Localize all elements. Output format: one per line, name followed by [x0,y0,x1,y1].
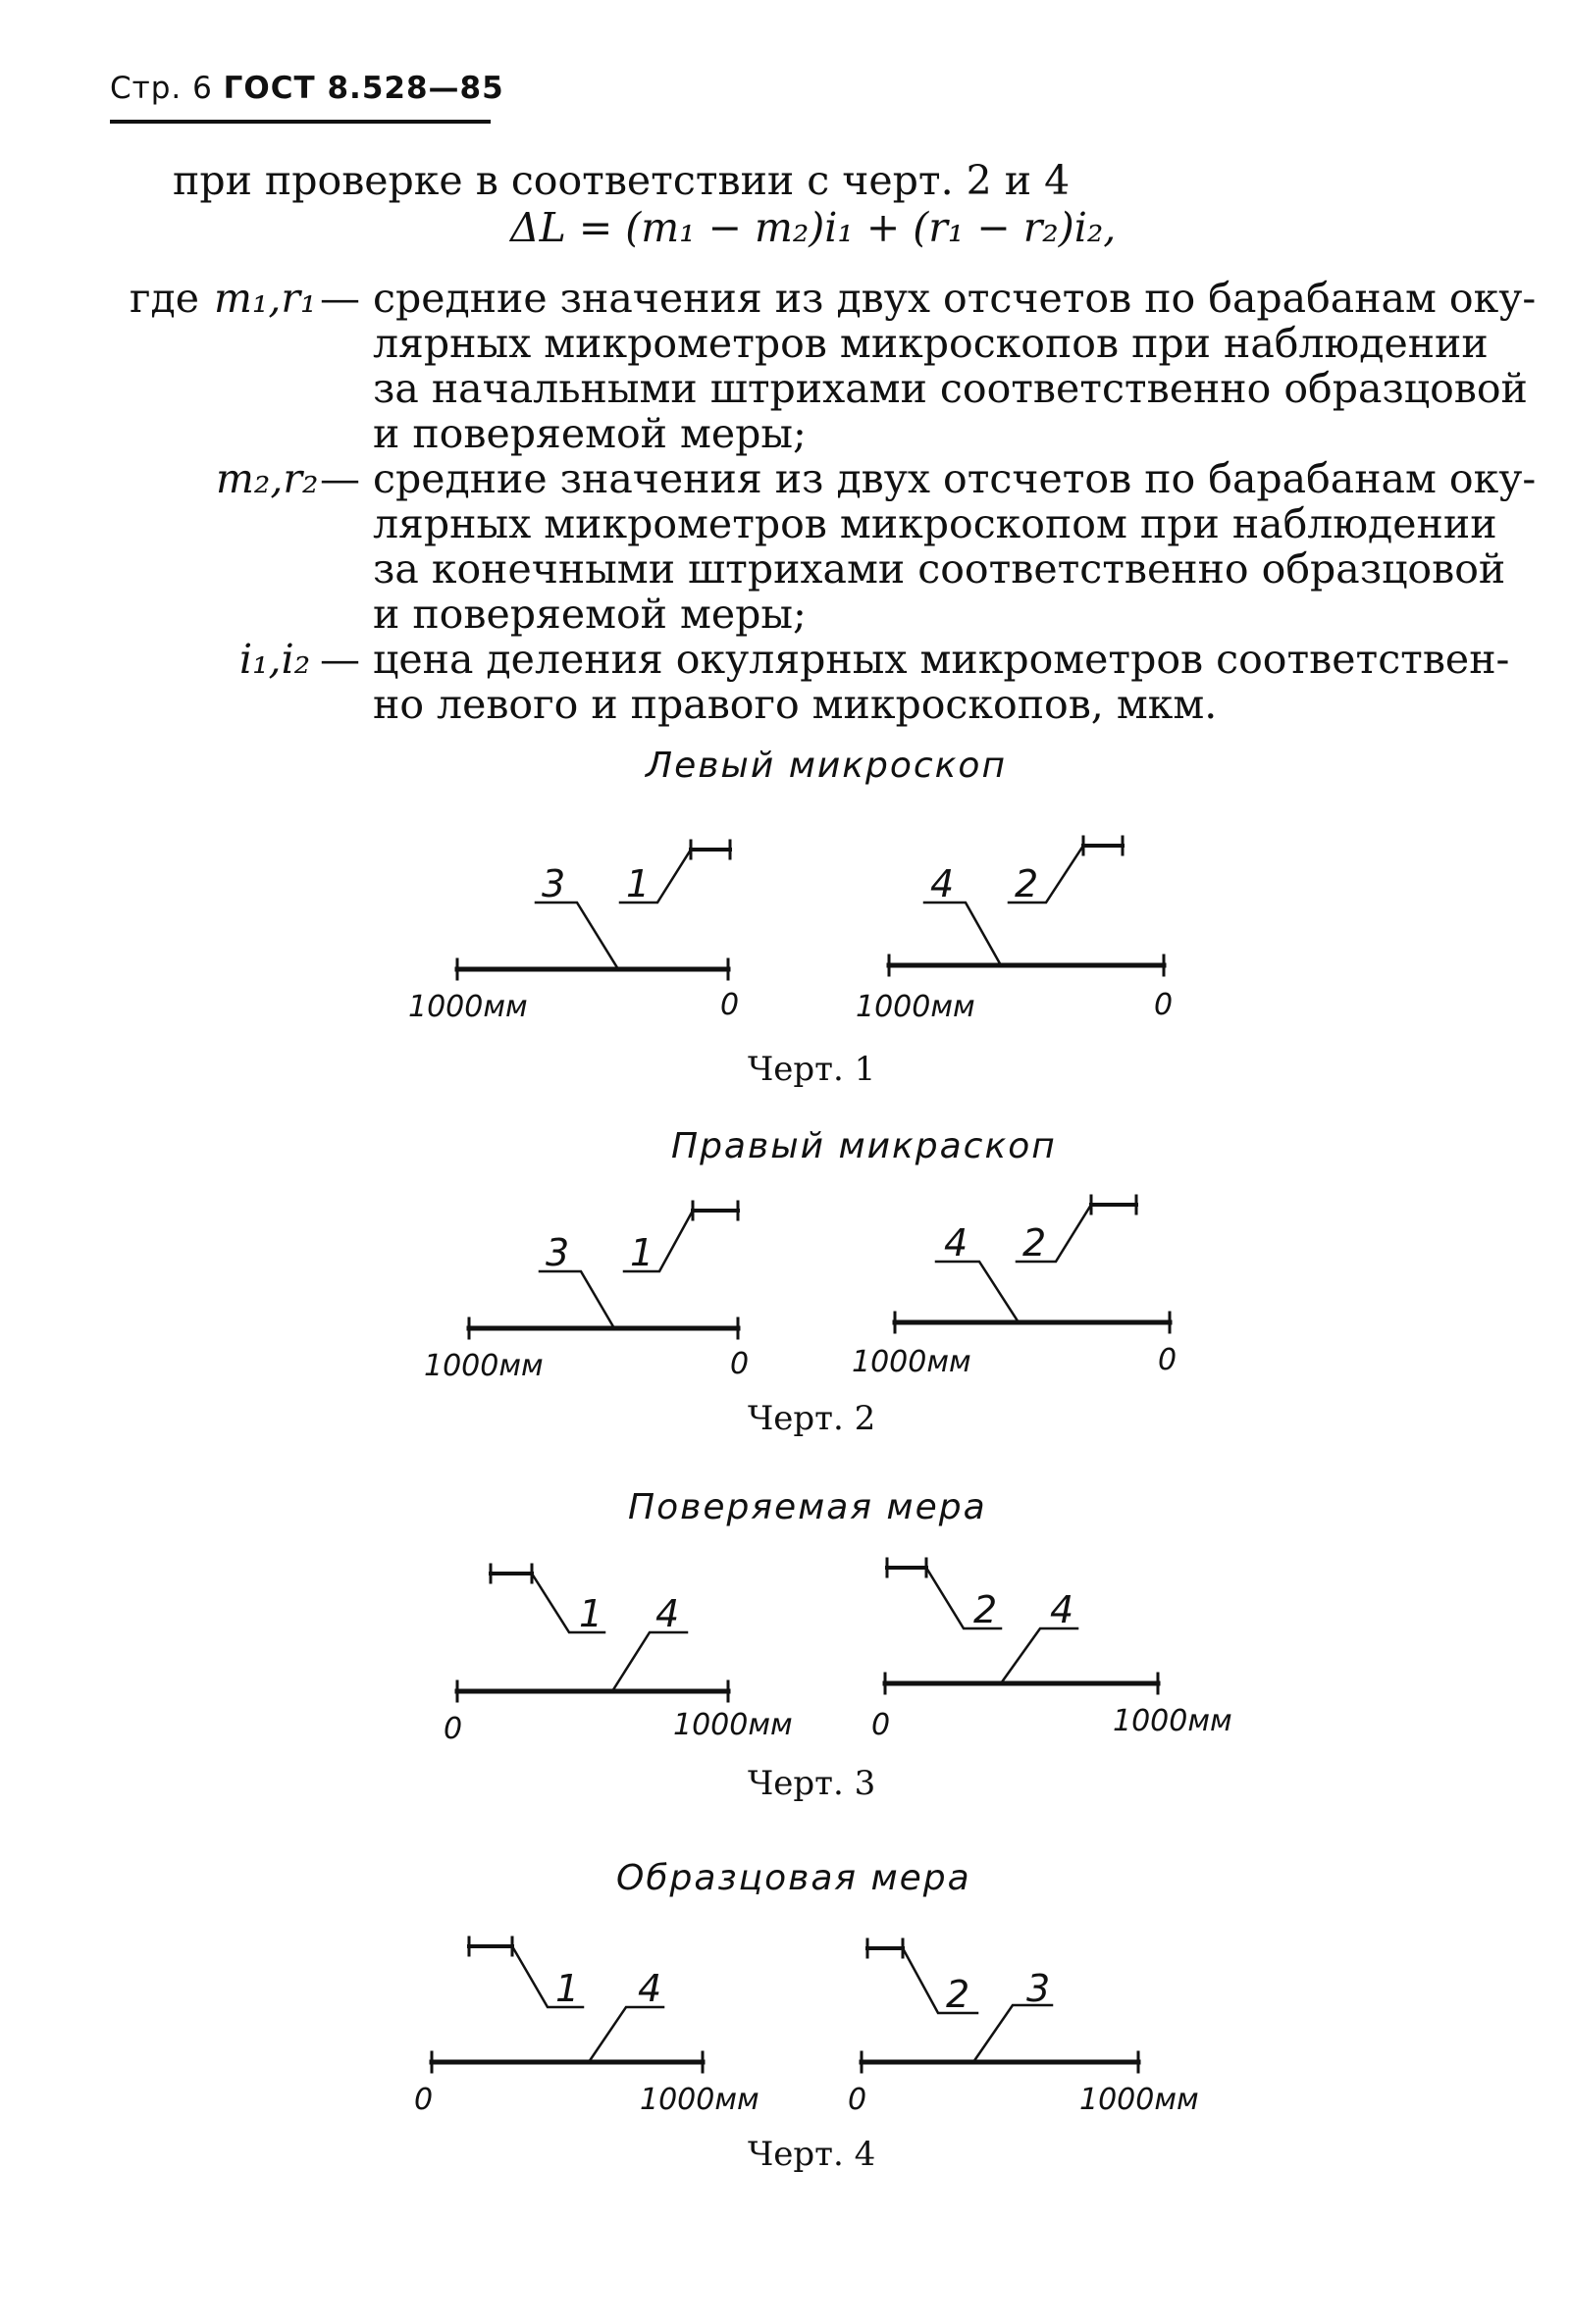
scale-label: 0 [414,2083,434,2117]
diagram-fig4-right [862,1939,1138,2072]
definition-line: и поверяемой меры; [373,410,807,457]
scale-label: 1000мм [1079,2083,1199,2117]
figure-title: Правый микраскоп [671,1126,1057,1166]
definition-line: за начальными штрихами соответственно образцовой [373,365,1528,412]
definition-line: средние значения из двух отсчетов по барабанам оку- [373,275,1537,322]
definition-line: средние значения из двух отсчетов по барабанам оку- [373,455,1537,502]
scale-label: 1000мм [852,1345,971,1379]
scale-label: 1000мм [424,1349,544,1383]
diagram-fig1-left [457,841,730,979]
definition-symbol: i₁,i₂ [239,636,311,683]
leader-number: 4 [944,1221,968,1265]
figure-caption: Черт. 3 [748,1764,876,1803]
scale-label: 1000мм [673,1708,793,1742]
leader-number: 4 [930,862,955,905]
leader-line [536,903,618,969]
scale-label: 1000мм [856,990,975,1024]
leader-line [973,2005,1052,2062]
definition-line: и поверяемой меры; [373,591,807,638]
definition-symbol: m₂,r₂ [216,455,319,502]
leader-line [540,1271,614,1328]
scale-label: 0 [848,2083,867,2117]
leader-number: 1 [626,862,651,905]
definition-line: но левого и правого микроскопов, мкм. [373,681,1218,728]
diagram-fig1-right [889,837,1164,975]
leader-number: 2 [973,1588,998,1631]
standard-number: ГОСТ 8.528—85 [223,71,504,106]
leader-number: 1 [555,1967,580,2010]
page-number: Стр. 6 [110,71,213,106]
definition-dash: — [320,455,360,502]
leader-number: 4 [655,1592,680,1635]
leader-line [924,903,1001,965]
leader-number: 3 [542,862,566,905]
figure-caption: Черт. 2 [748,1399,876,1438]
figure-title: Образцовая мера [616,1858,971,1898]
leader-number: 3 [1026,1967,1051,2010]
leader-number: 4 [1050,1588,1074,1631]
definition-line: цена деления окулярных микрометров соответствен- [373,636,1510,683]
figure-title: Поверяемая мера [628,1487,987,1527]
definition-dash: — [320,636,360,683]
leader-number: 2 [1022,1221,1047,1265]
scale-label: 0 [1154,988,1174,1022]
scale-label: 1000мм [408,990,528,1024]
definition-line: лярных микрометров микроскопом при наблюдении [373,500,1497,547]
definition-dash: — [320,275,360,322]
scale-label: 0 [1158,1343,1178,1377]
scale-label: 0 [720,988,740,1022]
intro-text: при проверке в соответствии с черт. 2 и 4 [173,157,1071,204]
diagram-fig3-right [885,1559,1158,1693]
leader-number: 2 [946,1973,970,2016]
where-word: где [130,275,199,322]
definition-line: лярных микрометров микроскопов при наблюдении [373,320,1489,367]
scale-label: 1000мм [640,2083,759,2117]
leader-number: 1 [579,1592,603,1635]
leader-number: 2 [1015,862,1039,905]
diagram-fig2-left [469,1202,738,1338]
leader-number: 1 [630,1231,654,1274]
definition-line: за конечными штрихами соответственно образцовой [373,545,1506,593]
figure-caption: Черт. 1 [748,1050,876,1089]
scale-label: 0 [871,1708,891,1742]
leader-line [612,1632,687,1691]
scale-label: 0 [730,1347,750,1381]
leader-line [589,2007,663,2062]
definition-symbol: m₁,r₁ [214,275,317,322]
leader-number: 4 [638,1967,662,2010]
leader-number: 3 [546,1231,570,1274]
formula: ΔL = (m₁ − m₂)i₁ + (r₁ − r₂)i₂, [510,204,1117,251]
leader-line [936,1262,1019,1322]
scale-label: 1000мм [1113,1704,1232,1738]
scale-label: 0 [444,1712,463,1746]
leader-line [1001,1628,1077,1683]
figure-title: Левый микроскоп [646,746,1007,786]
figure-caption: Черт. 4 [748,2135,876,2174]
